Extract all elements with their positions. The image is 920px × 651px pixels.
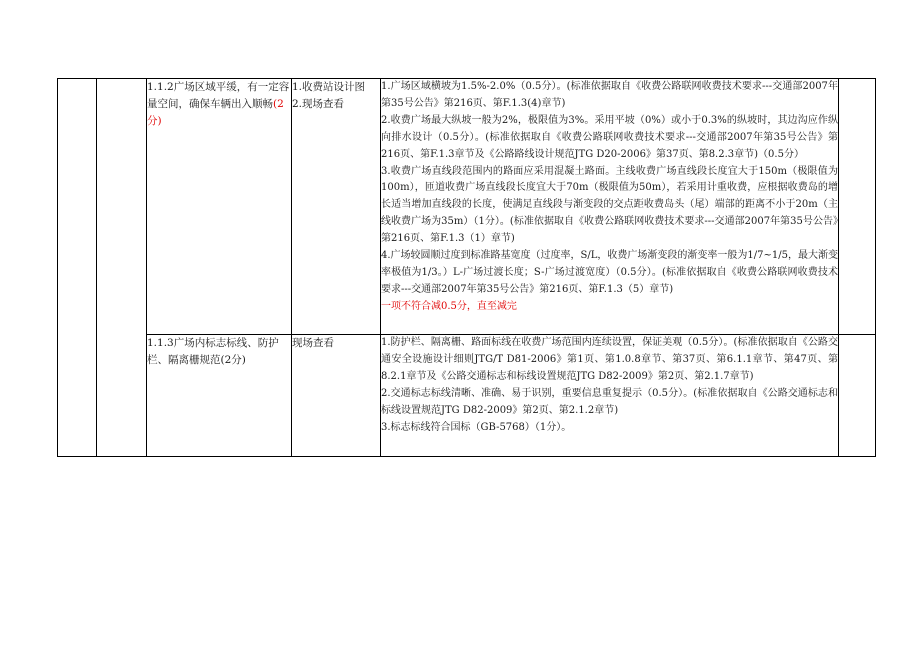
item-cell <box>147 79 292 335</box>
criteria-line: 4.广场较圆顺过度到标准路基宽度（过度率，S/L，收费广场渐变段的渐变率一般为1/7~1/5，最大渐变率极值为1/3。）L-广场过渡长度；S-广场过渡宽度）（0.5分）。(标准依据取自《收费公路联网收费技术要求---交通部2007年第35号公告》第216页、第F.1.3（5）章节) <box>381 250 838 295</box>
criteria-line: 2.收费广场最大纵坡一般为2%，极限值为3%。采用平坡（0%）或小于0.3%的纵坡时，其边沟应作纵向排水设计（0.5分）。(标准依据取自《收费公路联网收费技术要求---交通部2007年第35号公告》第216页、第F.1.3章节及《公路路线设计规范JTG D20-2006》第37页、第8.2.3章节)（0.5分） <box>381 114 838 160</box>
table-row <box>58 79 876 335</box>
method-cell <box>292 79 381 335</box>
item-text: 1.1.2广场区域平缓，有一定容量空间，确保车辆出入顺畅 <box>147 81 290 110</box>
subcategory-cell <box>97 79 147 457</box>
criteria-line: 2.交通标志标线清晰、准确、易于识别，重要信息重复提示（0.5分）。(标准依据取自《公路交通标志和标线设置规范JTG D82-2009》第2页、第2.1.2章节) <box>381 387 838 416</box>
criteria-cell <box>381 79 839 335</box>
category-cell <box>58 79 97 457</box>
item-cell <box>147 335 292 457</box>
score-cell <box>839 79 876 335</box>
item-text: 1.1.3广场内标志标线、防护栏、隔离栅规范(2分) <box>147 337 279 366</box>
criteria-cell <box>381 335 839 457</box>
method-line: 现场查看 <box>292 337 334 349</box>
method-cell <box>292 335 381 457</box>
criteria-line: 3.收费广场直线段范围内的路面应采用混凝土路面。主线收费广场直线段长度宜大于150m（极限值为100m），匝道收费广场直线段长度宜大于70m（极限值为50m），若采用计重收费，应根据收费岛的增长适当增加直线段的长度，使满足直线段与渐变段的交点距收费岛头（尾）端部的距离不小于20m（主线收费广场为35m）（1分）。(标准依据取自《收费公路联网收费技术要求---交通部2007年第35号公告》第216页、第F.1.3（1）章节) <box>381 165 838 245</box>
item-score: (2分) <box>147 98 284 127</box>
criteria-table <box>57 78 876 457</box>
criteria-line: 1.防护栏、隔离栅、路面标线在收费广场范围内连续设置，保证美观（0.5分）。(标准依据取自《公路交通安全设施设计细则JTG/T D81-2006》第1页、第1.0.8章节、第37页、第6.1.1章节、第47页、第8.2.1章节及《公路交通标志和标线设置规范JTG D82-2009》第2页、第2.1.7章节) <box>381 337 838 382</box>
deduction-note: 一项不符合减0.5分，直至减完 <box>381 300 517 312</box>
method-line: 1.收费站设计图 <box>292 81 366 93</box>
criteria-line: 1.广场区域横坡为1.5%-2.0%（0.5分）。(标准依据取自《收费公路联网收费技术要求---交通部2007年第35号公告》第216页、第F.1.3(4)章节) <box>381 81 838 109</box>
method-line: 2.现场查看 <box>292 98 345 110</box>
table-row <box>58 335 876 457</box>
score-cell <box>839 335 876 457</box>
criteria-line: 3.标志标线符合国标（GB-5768）（1分）。 <box>381 421 572 433</box>
